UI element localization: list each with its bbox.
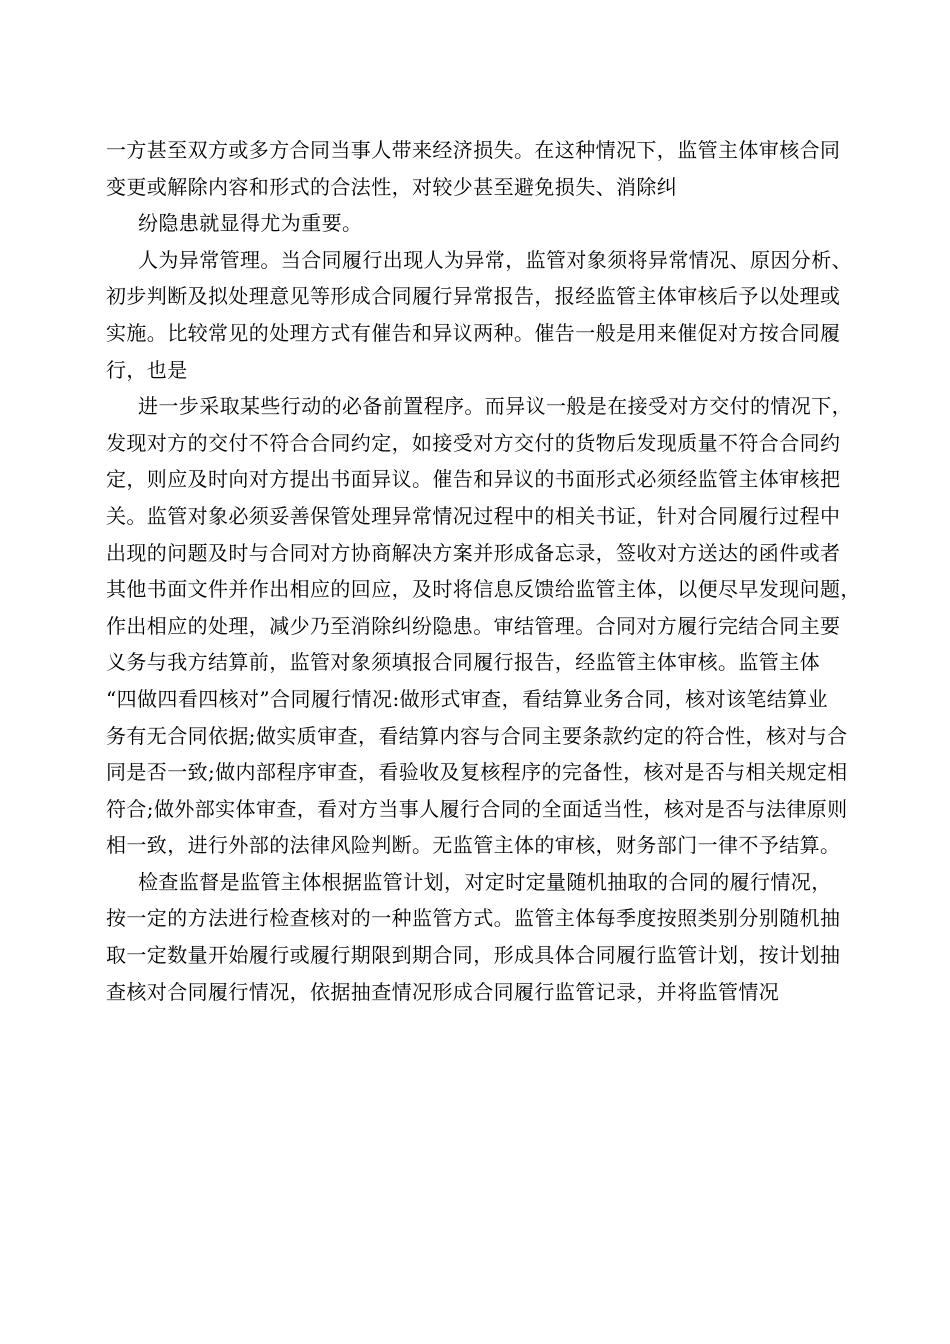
text-line-10: 定，则应及时向对方提出书面异议。催告和异议的书面形式必须经监管主体审核把: [106, 467, 841, 492]
text-line-7: 行，也是: [106, 357, 188, 382]
text-line-23: 取一定数量开始履行或履行期限到期合同，形成具体合同履行监管计划，按计划抽: [106, 943, 841, 968]
text-line-16: “四做四看四核对”合同履行情况:做形式审查，看结算业务合同，核对该笔结算业: [106, 686, 828, 711]
text-line-8: 进一步采取某些行动的必备前置程序。而异议一般是在接受对方交付的情况下，: [138, 394, 852, 419]
text-line-4: 人为异常管理。当合同履行出现人为异常，监管对象须将异常情况、原因分析、: [138, 247, 852, 272]
text-line-20: 相一致，进行外部的法律风险判断。无监管主体的审核，财务部门一律不予结算。: [106, 833, 841, 858]
text-line-14: 作出相应的处理，减少乃至消除纠纷隐患。审结管理。合同对方履行完结合同主要: [106, 613, 841, 638]
text-line-15: 义务与我方结算前，监管对象须填报合同履行报告，经监管主体审核。监管主体: [106, 650, 820, 675]
document-page: [106, 132, 866, 1010]
text-line-12: 出现的问题及时与合同对方协商解决方案并形成备忘录，签收对方送达的函件或者: [106, 540, 841, 565]
text-line-13: 其他书面文件并作出相应的回应，及时将信息反馈给监管主体，以便尽早发现问题，: [106, 577, 861, 602]
text-line-17: 务有无合同依据;做实质审查，看结算内容与合同主要条款约定的符合性，核对与合: [106, 723, 848, 748]
text-line-5: 初步判断及拟处理意见等形成合同履行异常报告，报经监管主体审核后予以处理或: [106, 284, 841, 309]
text-line-18: 同是否一致;做内部程序审查，看验收及复核程序的完备性，核对是否与相关规定相: [106, 760, 848, 785]
text-line-9: 发现对方的交付不符合合同约定，如接受对方交付的货物后发现质量不符合合同约: [106, 430, 841, 455]
text-line-1: 一方甚至双方或多方合同当事人带来经济损失。在这种情况下，监管主体审核合同: [106, 138, 841, 162]
text-line-19: 符合;做外部实体审查，看对方当事人履行合同的全面适当性，核对是否与法律原则: [106, 796, 848, 821]
text-line-22: 按一定的方法进行检查核对的一种监管方式。监管主体每季度按照类别分别随机抽: [106, 906, 841, 931]
text-line-21: 检查监督是监管主体根据监管计划，对定时定量随机抽取的合同的履行情况，: [138, 869, 832, 894]
text-line-6: 实施。比较常见的处理方式有催告和异议两种。催告一般是用来催促对方按合同履: [106, 320, 841, 345]
text-line-11: 关。监管对象必须妥善保管处理异常情况过程中的相关书证，针对合同履行过程中: [106, 503, 841, 528]
text-line-2: 变更或解除内容和形式的合法性，对较少甚至避免损失、消除纠: [106, 174, 678, 199]
text-line-3: 纷隐患就显得尤为重要。: [138, 211, 363, 236]
text-line-24: 查核对合同履行情况，依据抽查情况形成合同履行监管记录，并将监管情况: [106, 979, 780, 1004]
